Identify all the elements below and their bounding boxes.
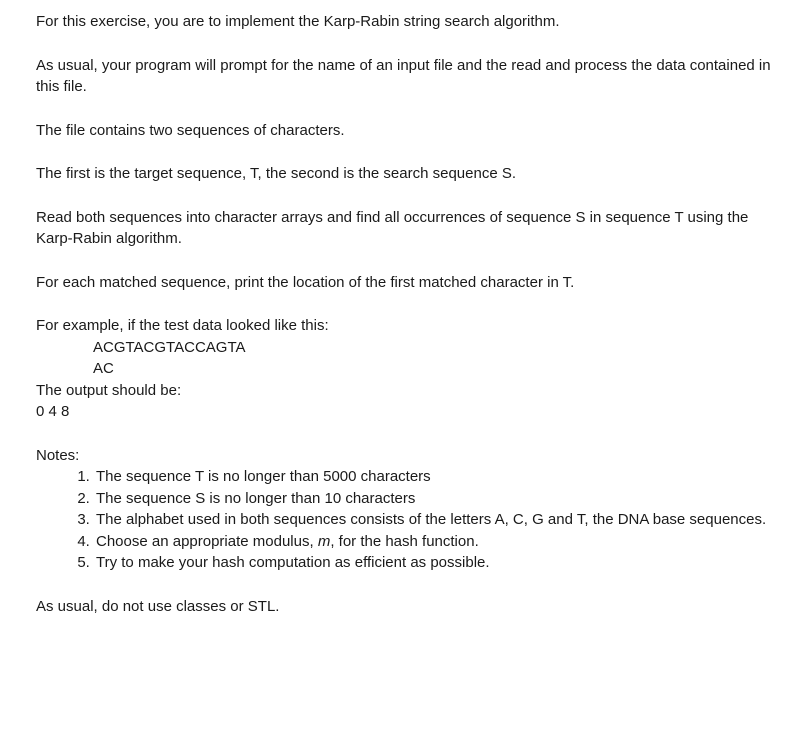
notes-title: Notes:	[36, 446, 80, 464]
note-modulus-variable: m	[317, 532, 331, 550]
example-target-sequence: ACGTACGTACCAGTA	[93, 338, 246, 356]
note-modulus-text-before: Choose an appropriate modulus,	[96, 532, 318, 550]
file-contents-paragraph: The file contains two sequences of characters.	[36, 121, 345, 139]
input-file-paragraph: As usual, your program will prompt for the name of an input file and the read and process the data contained in this file.	[36, 56, 771, 95]
example-output-value: 0 4 8	[36, 403, 70, 420]
note-modulus-text-after: , for the hash function.	[330, 532, 479, 550]
note-item: 2. The sequence S is no longer than 10 characters	[94, 488, 776, 510]
output-location-paragraph: For each matched sequence, print the location of the first matched character in T.	[36, 273, 575, 291]
note-item: 3. The alphabet used in both sequences consists of the letters A, C, G and T, the DNA base sequences.	[94, 509, 776, 531]
example-block	[36, 315, 776, 423]
notes-list	[36, 466, 776, 574]
intro-paragraph: For this exercise, you are to implement the Karp-Rabin string search algorithm.	[36, 13, 560, 30]
example-intro: For example, if the test data looked like this:	[36, 317, 329, 334]
note-item-modulus	[94, 531, 776, 553]
example-search-sequence: AC	[93, 360, 114, 377]
closing-paragraph: As usual, do not use classes or STL.	[36, 597, 280, 615]
algorithm-paragraph: Read both sequences into character arrays and find all occurrences of sequence S in sequence T using the Karp-Rabin algorithm.	[36, 208, 749, 247]
example-output-label: The output should be:	[36, 381, 182, 399]
note-item: 5. Try to make your hash computation as efficient as possible.	[94, 552, 776, 574]
sequences-paragraph: The first is the target sequence, T, the second is the search sequence S.	[36, 165, 516, 182]
note-item: 1. The sequence T is no longer than 5000 characters	[94, 466, 776, 488]
